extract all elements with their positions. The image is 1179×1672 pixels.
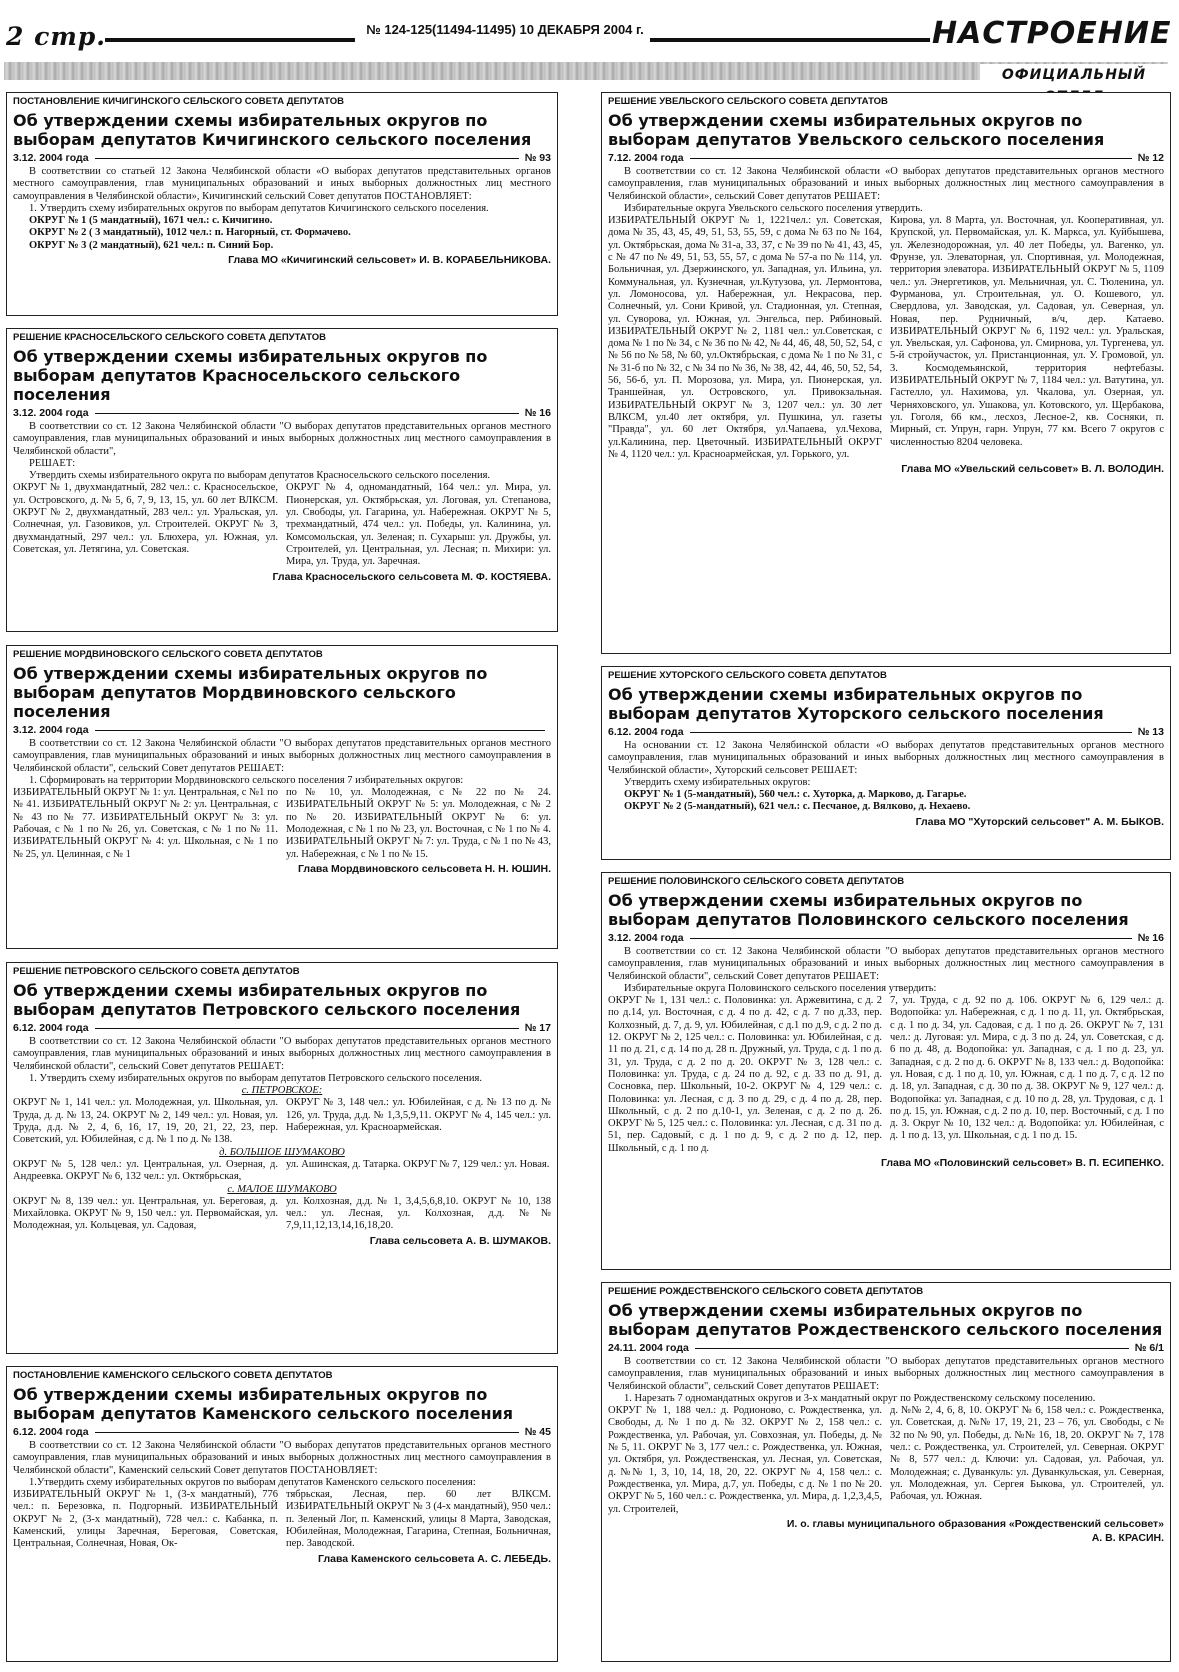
paragraph: В соответствии со ст. 12 Закона Челябинской области "О выборах депутатов представительных органов местного самоуправления, глав муниципальных образований и иных выборных должностных лиц местного самоуправления в Челябинской области", сельский Совет депутатов РЕШАЕТ: [13,738,551,774]
paragraph: РЕШАЕТ: [29,457,76,469]
dateline [13,152,551,164]
district-columns [13,1196,551,1233]
paragraph: В соответствии со ст. 12 Закона Челябинской области «О выборах депутатов представительных органов местного самоуправления, глав муниципальных образований и иных выборных должностных лиц местного самоуправления в Челябинской области», сельский Совет депутатов РЕШАЕТ: [608,166,1164,202]
village-heading: с. МАЛОЕ ШУМАКОВО [227,1183,337,1195]
article-headline: Об утверждении схемы избирательных округов по выборам депутатов Красносельского сельского поселения [13,347,488,404]
dateline [13,407,551,419]
article-number: № 45 [524,1426,551,1438]
paragraph: В соответствии со ст. 12 Закона Челябинской области "О выборах депутатов представительных органов местного самоуправления, глав муниципальных образований и иных выборных должностных лиц местного самоуправления в Челябинской области", сельский Совет депутатов РЕШАЕТ: [608,1356,1164,1392]
article-number: № 16 [1137,932,1164,944]
district-list-left: ОКРУГ № 8, 139 чел.: ул. Центральная, ул. Береговая, д. Михайловка. ОКРУГ № 9, 150 чел.: ул. Первомайская, ул. Молодежная, ул. Кольцевая, ул. Садовая, [13,1195,278,1232]
paragraph: В соответствии со статьей 12 Закона Челябинской области «О выборах депутатов представительных органов местного самоуправления, глав муниципальных образований и иных выборных должностных лиц местного самоуправления в Челябинской области», Кичигинский сельский Совет депутатов ПОСТАНОВЛЯЕТ: [13,166,551,202]
article-body [608,946,1164,1155]
paragraph: Избирательные округа Увельского сельского поселения утвердить. [624,202,923,214]
district-columns [608,995,1164,1155]
village-heading: с. ПЕТРОВСКОЕ: [241,1085,323,1097]
article-body [13,1036,551,1233]
article-date: 3.12. 2004 года [13,407,89,419]
masthead [0,0,1179,62]
district-list-left: ОКРУГ № 1, 131 чел.: с. Половинка: ул. Аржевитина, с д. 2 по д.14, ул. Восточная, с д. 4 по д. 42, с д. 7 по д.33, пер. Колхозный, д. 7, д. 9, ул. Юбилейная, с д.1 по д.9, с д. 2 по д. 12. ОКРУГ № 2, 125 чел.: с. Половинка: ул. Юбилейная, с д. 11 по д. 21, с д. 14 по д. 28 п. Дружный, ул. Труда, с д. 1 по д. 31, ул. Труда, с д. 2 по д. 20. ОКРУГ № 3, 128 чел.: с. Половинка: ул. Труда, с д. 24 по д. 92, с д. 33 по д. 91, д. Сосновка, пер. Школьный, 10-2. ОКРУГ № 4, 129 чел.: с. Половинка: ул. Лесная, с д. 3 по д. 29, с д. 4 по д. 28, пер. Школьный, с д. 2 по д.10-1, ул. Зеленая, с д. 2 по д. 26. ОКРУГ № 5, 125 чел.: с. Половинка: ул. Лесная, с д. 31 по д. 51, пер. Садовый, с д. 1 по д. 9, с д. 2 по д. 12, пер. Школьный, с д. 1 по д. [608,995,882,1154]
paragraph: В соответствии со ст. 12 Закона Челябинской области "О выборах депутатов представительных органов местного самоуправления, глав муниципальных образований и иных выборных должностных лиц местного самоуправления в Челябинской области", [13,421,551,457]
signature: Глава Мордвиновского сельсовета Н. Н. ЮШИН. [297,862,551,875]
district-list-right: ул. Ашинская, д. Татарка. ОКРУГ № 7, 129 чел.: ул. Новая. [286,1158,550,1170]
district-list-right: по № 10, ул. Молодежная, с № 22 по № 24. ИЗБИРАТЕЛЬНЫЙ ОКРУГ № 5: ул. Молодежная, с № 2 по № 20. ИЗБИРАТЕЛЬНЫЙ ОКРУГ № 6: ул. Молодежная, с № 1 по № 23, ул. Восточная, с № 1 по № 4. ИЗБИРАТЕЛЬНЫЙ ОКРУГ № 7: ул. Труда, с № 1 по № 43, ул. Набережная, с № 1 по № 15. [286,787,551,860]
article-kicker: ПОСТАНОВЛЕНИЕ КАМЕНСКОГО СЕЛЬСКОГО СОВЕТА ДЕПУТАТОВ [13,1370,333,1381]
article-number: № 12 [1137,152,1164,164]
district-list-right: тябрьская, Лесная, пер. 60 лет ВЛКСМ. ИЗБИРАТЕЛЬНЫЙ ОКРУГ № 3 (4-х мандатный), 950 чел.: п. Зеленый Лог, п. Каменский, улицы 8 Марта, Заводская, Юбилейная, Молодежная, Гагарина, Степная, Больничная, пер. Заводской. [286,1489,551,1550]
article-khutorsky [601,666,1171,860]
paragraph: 1.Утвердить схему избирательных округов по выборам депутатов Каменского сельского поселения: [29,1476,476,1488]
article-date: 24.11. 2004 года [608,1342,689,1354]
article-headline: Об утверждении схемы избирательных округов по выборам депутатов Рождественского сельского поселения [608,1301,1163,1339]
article-date: 7.12. 2004 года [608,152,684,164]
article-polovinsky [601,872,1171,1270]
article-body [13,421,551,569]
district-list-right: ОКРУГ № 4, одномандатный, 164 чел.: ул. Мира, ул. Пионерская, ул. Октябрьская, ул. Логовая, ул. Степанова, ул. Свободы, ул. Гагарина, ул. Набережная. ОКРУГ № 5, трехмандатный, 474 чел.: ул. Победы, ул. Калинина, ул. Комсомольская, ул. Зеленая; п. Сухарыш: ул. Дружбы, ул. Строителей, ул. Центральная, ул. Лесная; п. Михири: ул. Мира, ул. Труда, ул. Заречная. [286,482,551,568]
district-list-left: ОКРУГ № 1, 188 чел.: д. Родионово, с. Рождественка, ул. Свободы, д. № 1 по д. № 32. ОКРУГ № 2, 158 чел.: с. Рождественка, ул. Рабочая, ул. Совхозная, ул. Победы, д. №№ 5, 11. ОКРУГ № 3, 177 чел.: с. Рождественка, ул. Южная, ул. Октября, ул. Рождественская, ул. Лесная, ул. Советская, д. №№ 1, 3, 10, 14, 18, 20, 22. ОКРУГ № 4, 158 чел.: с. Рождественка, ул. Мира, д.7, ул. Победы, с д. № 1 по № 20. ОКРУГ № 5, 160 чел.: с. Рождественка, ул. Мира, д. 1,2,3,4,5, ул. Строителей, [608,1405,882,1515]
district-columns [13,787,551,861]
district-item: ОКРУГ № 2 ( 3 мандатный), 1012 чел.: п. Нагорный, ст. Формачево. [29,227,351,239]
article-kichiginsky [6,92,558,316]
issue-line: № 124-125(11494-11495) 10 ДЕКАБРЯ 2004 г. [366,22,644,37]
article-headline: Об утверждении схемы избирательных округов по выборам депутатов Хуторского сельского поселения [608,685,1104,723]
signature: Глава Красносельского сельсовета М. Ф. КОСТЯЕВА. [272,570,551,583]
district-columns [13,1097,551,1146]
article-kicker: РЕШЕНИЕ УВЕЛЬСКОГО СЕЛЬСКОГО СОВЕТА ДЕПУТАТОВ [608,96,888,107]
paragraph: 1. Утвердить схему избирательных округов по выборам депутатов Петровского сельского поселения. [29,1072,482,1084]
article-headline: Об утверждении схемы избирательных округов по выборам депутатов Мордвиновского сельского поселения [13,664,488,721]
article-number: № 17 [524,1022,551,1034]
article-number: № 6/1 [1134,1342,1164,1354]
dateline [13,724,551,736]
district-list-left: ИЗБИРАТЕЛЬНЫЙ ОКРУГ № 1: ул. Центральная, с №1 по № 41. ИЗБИРАТЕЛЬНЫЙ ОКРУГ № 2: ул. Центральная, с № 43 по № 77. ИЗБИРАТЕЛЬНЫЙ ОКРУГ № 3: ул. Рабочая, с № 1 по № 26, ул. Советская, с № 1 по № 11. ИЗБИРАТЕЛЬНЫЙ ОКРУГ № 4: ул. Школьная, с № 1 по № 25, ул. Целинная, с № 1 [13,787,278,860]
paragraph: В соответствии со ст. 12 Закона Челябинской области "О выборах депутатов представительных органов местного самоуправления, глав муниципальных образований и иных выборных должностных лиц местного самоуправления в Челябинской области", сельский Совет депутатов РЕШАЕТ: [13,1036,551,1072]
article-headline: Об утверждении схемы избирательных округов по выборам депутатов Кичигинского сельского поселения [13,111,532,149]
article-body [13,738,551,861]
section-title: ОФИЦИАЛЬНЫЙ [980,64,1168,86]
article-headline: Об утверждении схемы избирательных округов по выборам депутатов Каменского сельского поселения [13,1385,513,1423]
dateline [608,932,1164,944]
paragraph: Утвердить схемы избирательного округа по выборам депутатов Красносельского сельского поселения. [29,470,491,482]
district-item: ОКРУГ № 1 (5-мандатный), 560 чел.: с. Хуторка, д. Марково, д. Гагарье. [624,789,967,801]
district-list-left: ИЗБИРАТЕЛЬНЫЙ ОКРУГ № 1, (3-х мандатный), 776 чел.: п. Березовка, п. Подгорный. ИЗБИРАТЕЛЬНЫЙ ОКРУГ № 2, (3-х мандатный), 728 чел.: с. Кабанка, п. Каменский, улицы Заречная, Береговая, Советская, Центральная, Солнечная, Новая, Ок- [13,1489,278,1550]
article-kicker: РЕШЕНИЕ МОРДВИНОВСКОГО СЕЛЬСКОГО СОВЕТА ДЕПУТАТОВ [13,649,323,660]
article-date: 3.12. 2004 года [13,724,89,736]
paragraph: На основании ст. 12 Закона Челябинской области «О выборах депутатов представительных органов местного самоуправления, глав муниципальных образований и иных выборных должностных лиц местного самоуправления в Челябинской области», Хуторский сельсовет РЕШАЕТ: [608,740,1164,776]
paragraph: В соответствии со ст. 12 Закона Челябинской области "О выборах депутатов представительных органов местного самоуправления, глав муниципальных образований и иных выборных должностных лиц местного самоуправления в Челябинской области", сельский Совет депутатов РЕШАЕТ: [608,946,1164,982]
page-number: 2 стр. [6,22,106,51]
article-kicker: ПОСТАНОВЛЕНИЕ КИЧИГИНСКОГО СЕЛЬСКОГО СОВЕТА ДЕПУТАТОВ [13,96,344,107]
dateline [608,1342,1164,1354]
paragraph: 1. Нарезать 7 одномандатных округов и 3-х мандатный округ по Рождественскому сельскому поселению. [624,1392,1096,1404]
district-columns [13,1159,551,1184]
district-columns [608,215,1164,461]
district-list-right: ОКРУГ № 3, 148 чел.: ул. Юбилейная, с д. № 13 по д. № 126, ул. Труда, д.д. № 1,3,5,9,11. ОКРУГ № 4, 145 чел.: ул. Набережная, ул. Красноармейская. [286,1097,551,1134]
district-list-left: ОКРУГ № 1, 141 чел.: ул. Молодежная, ул. Школьная, ул. Труда, д. д. № 13, 24. ОКРУГ № 2, 149 чел.: ул. Новая, ул. Труда, д.д. № 2, 4, 6, 16, 17, 19, 20, 21, 22, 23, пер. Советский, ул. Юбилейная, с д. № 1 по д. № 138. [13,1097,278,1146]
paragraph: 1. Сформировать на территории Мордвиновского сельского поселения 7 избирательных округов: [29,774,464,786]
district-list-left: ИЗБИРАТЕЛЬНЫЙ ОКРУГ № 1, 1221чел.: ул. Советская, дома № 35, 43, 45, 49, 51, 53, 55, 59, с дома № 63 по № 164, ул. Октябрьская, дома № 31-а, 33, 37, с № 39 по № 41, 43, 45, с № 47 по № 49, 51, 53, 55, 57, с дома № 57-а по № 114, ул. Больничная, ул. Дзержинского, ул. Западная, ул. Ильина, ул. Коммунальная, ул. Кузнечная, ул.Кутузова, ул. Лермонтова, ул. Ломоносова, ул. Набережная, ул. Некрасова, пер. Солнечный, ул. Сони Кривой, ул. Стадионная, ул. Степная, ул. Суворова, ул. Южная, ул. Энгельса, пер. Рябиновый. ИЗБИРАТЕЛЬНЫЙ ОКРУГ № 2, 1181 чел.: ул.Советская, с дома № 1 по № 34, с № 36 по № 42, № 44, 46, 48, 50, 52, 54, с № 56 по № 58, № 60, ул.Октябрьская, с дома № 1 по № 31, с № 31-б по № 32, с № 34 по № 36, № 38, 42, 44, 46, 50, 52, 54, 56, 56-б, ул. П. Морозова, ул. Мира, ул. Пионерская, ул. Траншейная, ул. Островского, ул. Привокзальная. ИЗБИРАТЕЛЬНЫЙ ОКРУГ № 3, 1207 чел.: ул. 30 лет ВЛКСМ, ул.40 лет октября, ул. Пушкина, ул. газеты "Правда", ул. 60 лет Октября, ул.Чапаева, ул.Чехова, ул.Калинина, пер. Цветочный. ИЗБИРАТЕЛЬНЫЙ ОКРУГ № 4, 1120 чел.: ул. Красноармейская, ул. Горького, ул. [608,215,882,460]
district-list-left: ОКРУГ № 1, двухмандатный, 282 чел.: с. Красносельское, ул. Островского, д. № 5, 6, 7, 9, 13, 15, ул. 60 лет ВЛКСМ. ОКРУГ № 2, двухмандатный, 283 чел.: ул. Уральская, ул. Солнечная, ул. Газовиков, ул. Строителей. ОКРУГ № 3, двухмандатный, 297 чел.: ул. Блюхера, ул. Южная, ул. Советская, ул. Летягина, ул. Советская. [13,482,278,555]
masthead-rule [650,38,930,42]
dateline [13,1426,551,1438]
article-rozhdestvensky [601,1282,1171,1662]
district-columns [13,1489,551,1550]
signature: Глава Каменского сельсовета А. С. ЛЕБЕДЬ. [318,1552,551,1565]
article-date: 6.12. 2004 года [608,726,684,738]
signature: Глава сельсовета А. В. ШУМАКОВ. [369,1234,551,1247]
article-kicker: РЕШЕНИЕ КРАСНОСЕЛЬСКОГО СЕЛЬСКОГО СОВЕТА ДЕПУТАТОВ [13,332,327,343]
paragraph: Утвердить схему избирательных округов: [624,776,811,788]
article-petrovsky [6,962,558,1354]
signature: И. о. главы муниципального образования «Рождественский сельсовет» [786,1517,1164,1530]
paragraph: Избирательные округа Половинского сельского поселения утвердить: [624,982,937,994]
article-date: 3.12. 2004 года [608,932,684,944]
article-kicker: РЕШЕНИЕ ПОЛОВИНСКОГО СЕЛЬСКОГО СОВЕТА ДЕПУТАТОВ [608,876,905,887]
article-krasnoselsky [6,328,558,632]
district-columns [608,1405,1164,1516]
district-item: ОКРУГ № 3 (2 мандатный), 621 чел.: п. Синий Бор. [29,239,274,251]
signature: Глава МО "Хуторский сельсовет" А. М. БЫКОВ. [915,815,1164,828]
article-headline: Об утверждении схемы избирательных округов по выборам депутатов Увельского сельского поселения [608,111,1105,149]
district-list-right: д. №№ 2, 4, 6, 8, 10. ОКРУГ № 6, 158 чел.: с. Рождественка, ул. Советская, д. №№ 17, 19, 21, 23 – 76, ул. Свободы, с № 32 по № 90, ул. Победы, д. №№ 16, 18, 20. ОКРУГ № 7, 178 чел.: с. Рождественка, ул. Строителей, ул. Северная. ОКРУГ № 8, 577 чел.: д. Ключи: ул. Садовая, ул. Рабочая, ул. Молодежная; с. Дуванкуль: ул. Дуванкульская, ул. Северная, ул. Молодежная, ул. Сергея Быкова, ул. Строителей, ул. Рабочая, ул. Южная. [890,1405,1164,1503]
article-date: 6.12. 2004 года [13,1426,89,1438]
article-kicker: РЕШЕНИЕ РОЖДЕСТВЕНСКОГО СЕЛЬСКОГО СОВЕТА ДЕПУТАТОВ [608,1286,924,1297]
article-uvelsky [601,92,1171,654]
district-item: ОКРУГ № 2 (5-мандатный), 621 чел.: с. Песчаное, д. Вялково, д. Нехаево. [624,801,971,813]
article-mordvinovsky [6,645,558,949]
district-list-right: Кирова, ул. 8 Марта, ул. Восточная, ул. Кооперативная, ул. Крупской, ул. Первомайская, ул. К. Маркса, ул. Куйбышева, ул. Железнодорожная, ул. 40 лет Победы, ул. Вагенко, ул. Фрунзе, ул. Элеваторная, ул. Спортивная, ул. Молодежная, территория элеватора. ИЗБИРАТЕЛЬНЫЙ ОКРУГ № 5, 1109 чел.: ул. Энергетиков, ул. Мельничная, ул. С. Тюленина, ул. Фурманова, ул. Строительная, ул. О. Кошевого, ул. Свердлова, ул. Заводская, ул. Садовая, ул. Северная, ул. Новая, пер. Рудничный, в/ч, дер. Катаево. ИЗБИРАТЕЛЬНЫЙ ОКРУГ № 6, 1192 чел.: ул. Уральская, ул. Увельская, ул. Сафонова, ул. Смирнова, ул. Тургенева, ул. 5-й стройучасток, ул. Пристанционная, ул. У. Громовой, ул. 3. Космодемьянской, территория нефтебазы. ИЗБИРАТЕЛЬНЫЙ ОКРУГ № 7, 1184 чел.: ул. Ватутина, ул. Гастелло, ул. Нахимова, ул. Чкалова, ул. Озерная, ул. Черняховского, ул. Ушакова, ул. Котовского, ул. Щербакова, ул. Гоголя, 66 км., лесхоз, Лесное-2, кв. Сосняки, п. Мирный, ст. Упрун, гарн. Упрун, 77 км. Всего 7 округов с численностью 8204 человека. [890,215,1164,448]
article-number: № 13 [1137,726,1164,738]
dateline [608,726,1164,738]
village-heading: д. БОЛЬШОЕ ШУМАКОВО [219,1146,345,1158]
paragraph: 1. Утвердить схему избирательных округов по выборам депутатов Кичигинского сельского поселения. [29,202,489,214]
article-body [608,1356,1164,1516]
article-body [13,166,551,252]
article-body [608,740,1164,814]
article-body [608,166,1164,461]
masthead-rule [105,38,355,42]
district-list-left: ОКРУГ № 5, 128 чел.: ул. Центральная, ул. Озерная, д. Андреевка. ОКРУГ № 6, 132 чел.: ул. Октябрьская, [13,1158,278,1183]
article-kicker: РЕШЕНИЕ ХУТОРСКОГО СЕЛЬСКОГО СОВЕТА ДЕПУТАТОВ [608,670,887,681]
article-number: № 93 [524,152,551,164]
dateline [13,1022,551,1034]
district-list-right: 7, ул. Труда, с д. 92 по д. 106. ОКРУГ № 6, 129 чел.: д. Водопойка: ул. Набережная, с д. 1 по д. 11, ул. Октябрьская, с д. 1 по д. 34, ул. Садовая, с д. 1 по д. 26. ОКРУГ № 7, 131 чел.: д. Луговая: ул. Мира, с д. 3 по д. 24, ул. Советская, с д. 6 по д. 48, д. Водопойка: ул. Западная, с д. 1 по д. 23, ул. Западная, с д. 2 по д. 6. ОКРУГ № 8, 133 чел.: д. Водопойка: ул. Новая, с д. 1 по д. 10, ул. Южная, с д. 1 по д. 7, с д. 12 по д. 18, ул. Западная, с д. 30 по д. 38. ОКРУГ № 9, 127 чел.: д. Водопойка: ул. Западная, с д. 10 по д. 28, ул. Трудовая, с д. 1 по д. 15, ул. Южная, с д. 2 по д. 10, пер. Восточный, с д. 1 по д. 3. Округ № 10, 132 чел.: д. Водопойка: ул. Юбилейная, с д. 1 по д. 13, ул. Школьная, с д. 1 по д. 15. [890,995,1164,1142]
article-body [13,1440,551,1551]
article-date: 6.12. 2004 года [13,1022,89,1034]
article-kamensky [6,1366,558,1662]
article-headline: Об утверждении схемы избирательных округов по выборам депутатов Половинского сельского поселения [608,891,1129,929]
signature: Глава МО «Кичигинский сельсовет» И. В. КОРАБЕЛЬНИКОВА. [228,254,551,267]
article-number: № 16 [524,407,551,419]
article-date: 3.12. 2004 года [13,152,89,164]
article-kicker: РЕШЕНИЕ ПЕТРОВСКОГО СЕЛЬСКОГО СОВЕТА ДЕПУТАТОВ [13,966,300,977]
rubric-title: НАСТРОЕНИЕ [932,16,1172,51]
district-item: ОКРУГ № 1 (5 мандатный), 1671 чел.: с. Кичигино. [29,215,273,227]
dateline [608,152,1164,164]
signature: Глава МО «Увельский сельсовет» В. Л. ВОЛОДИН. [901,463,1164,476]
district-columns [13,482,551,568]
signature-name: А. В. КРАСИН. [1091,1531,1164,1544]
paragraph: В соответствии со ст. 12 Закона Челябинской области "О выборах депутатов представительных органов местного самоуправления, глав муниципальных образований и иных выборных должностных лиц местного самоуправления в Челябинской области", Каменский сельский Совет депутатов ПОСТАНОВЛЯЕТ: [13,1440,551,1476]
district-list-right: ул. Колхозная, д.д. № 1, 3,4,5,6,8,10. ОКРУГ № 10, 138 чел.: ул. Лесная, ул. Колхозная, д.д. №№ 7,9,11,12,13,14,16,18,20. [286,1195,551,1232]
signature: Глава МО «Половинский сельсовет» В. П. ЕСИПЕНКО. [880,1157,1164,1170]
article-headline: Об утверждении схемы избирательных округов по выборам депутатов Петровского сельского поселения [13,981,521,1019]
